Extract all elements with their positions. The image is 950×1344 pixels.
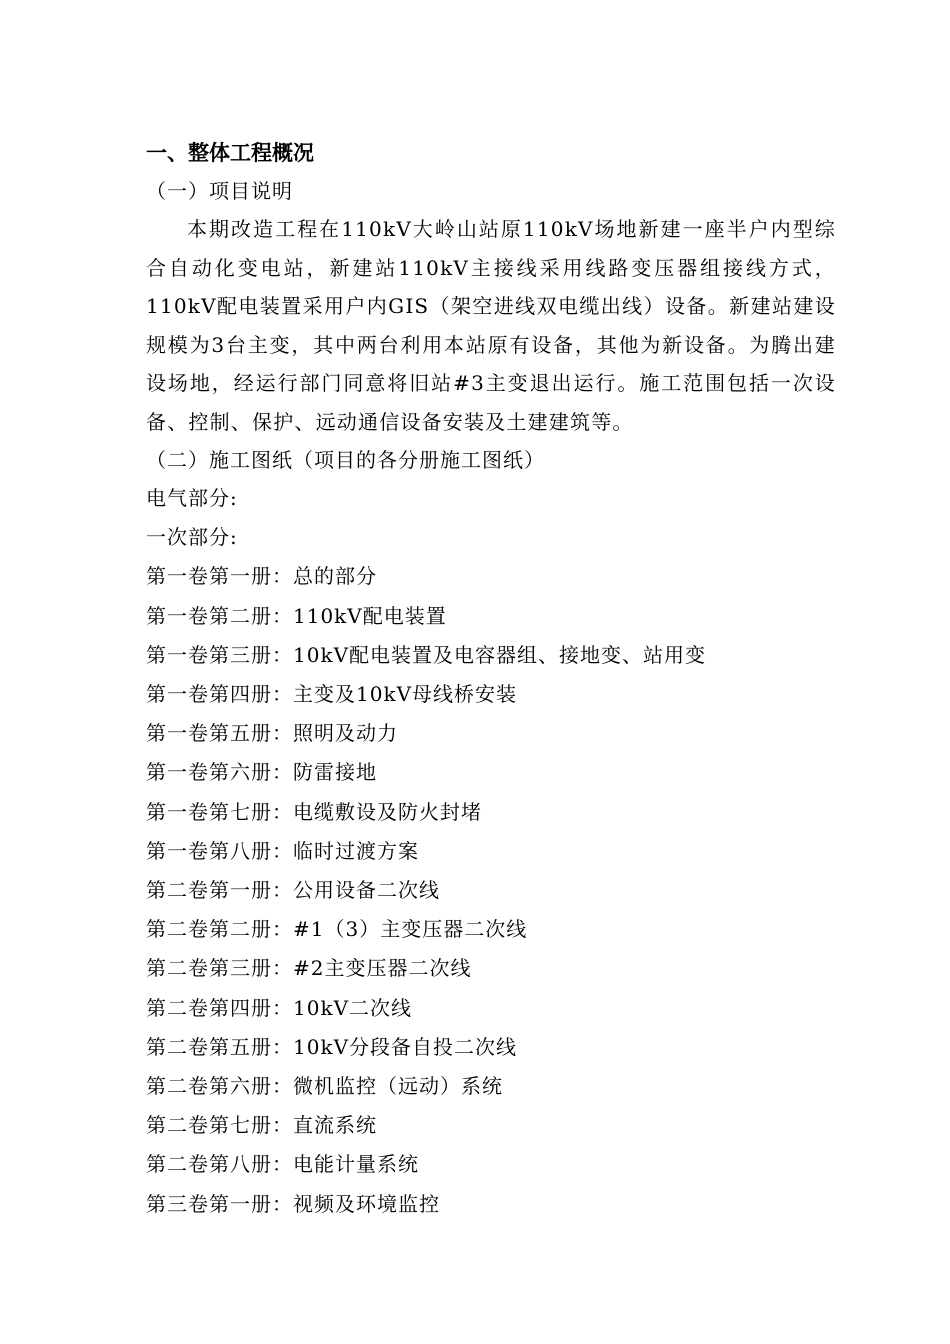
construction-drawings-title: （二）施工图纸（项目的各分册施工图纸） <box>146 448 545 472</box>
volume-item: 第一卷第五册：照明及动力 <box>146 721 398 746</box>
volume-item: 第一卷第一册：总的部分 <box>146 564 377 589</box>
volume-item: 第二卷第四册：10kV二次线 <box>146 995 413 1020</box>
volume-item: 第一卷第三册：10kV配电装置及电容器组、接地变、站用变 <box>146 642 707 667</box>
volume-item: 第二卷第一册：公用设备二次线 <box>146 878 440 903</box>
volume-item: 第一卷第四册：主变及10kV母线桥安装 <box>146 682 518 707</box>
volume-item: 第二卷第五册：10kV分段备自投二次线 <box>146 1034 518 1059</box>
primary-section-label: 一次部分: <box>146 525 238 550</box>
project-description-paragraph: 本期改造工程在110kV大岭山站原110kV场地新建一座半户内型综合自动化变电站，新建站110kV主接线采用线路变压器组接线方式，110kV配电装置采用户内GIS（架空进线双电缆出线）设备。新建站建设规模为3台主变，其中两台利用本站原有设备，其他为新设备。为腾出建设场地，经运行部门同意将旧站#3主变退出运行。施工范围包括一次设备、控制、保护、远动通信设备安装及土建建筑等。 <box>146 217 836 434</box>
project-description-title: （一）项目说明 <box>146 179 293 203</box>
document-body <box>146 134 836 1224</box>
volume-item: 第二卷第七册：直流系统 <box>146 1113 377 1138</box>
volume-item: 第二卷第三册：#2主变压器二次线 <box>146 956 472 981</box>
volume-item: 第二卷第八册：电能计量系统 <box>146 1152 419 1177</box>
section-heading: 一、整体工程概况 <box>146 140 314 165</box>
electrical-section-label: 电气部分: <box>146 486 238 510</box>
volume-item: 第一卷第六册：防雷接地 <box>146 760 377 785</box>
volume-item: 第一卷第八册：临时过渡方案 <box>146 838 419 863</box>
volume-item: 第三卷第一册：视频及环境监控 <box>146 1191 440 1216</box>
volume-item: 第二卷第二册：#1（3）主变压器二次线 <box>146 917 528 942</box>
volume-item: 第二卷第六册：微机监控（远动）系统 <box>146 1074 503 1099</box>
volume-item: 第一卷第二册：110kV配电装置 <box>146 603 447 628</box>
volume-item: 第一卷第七册：电缆敷设及防火封堵 <box>146 799 482 824</box>
